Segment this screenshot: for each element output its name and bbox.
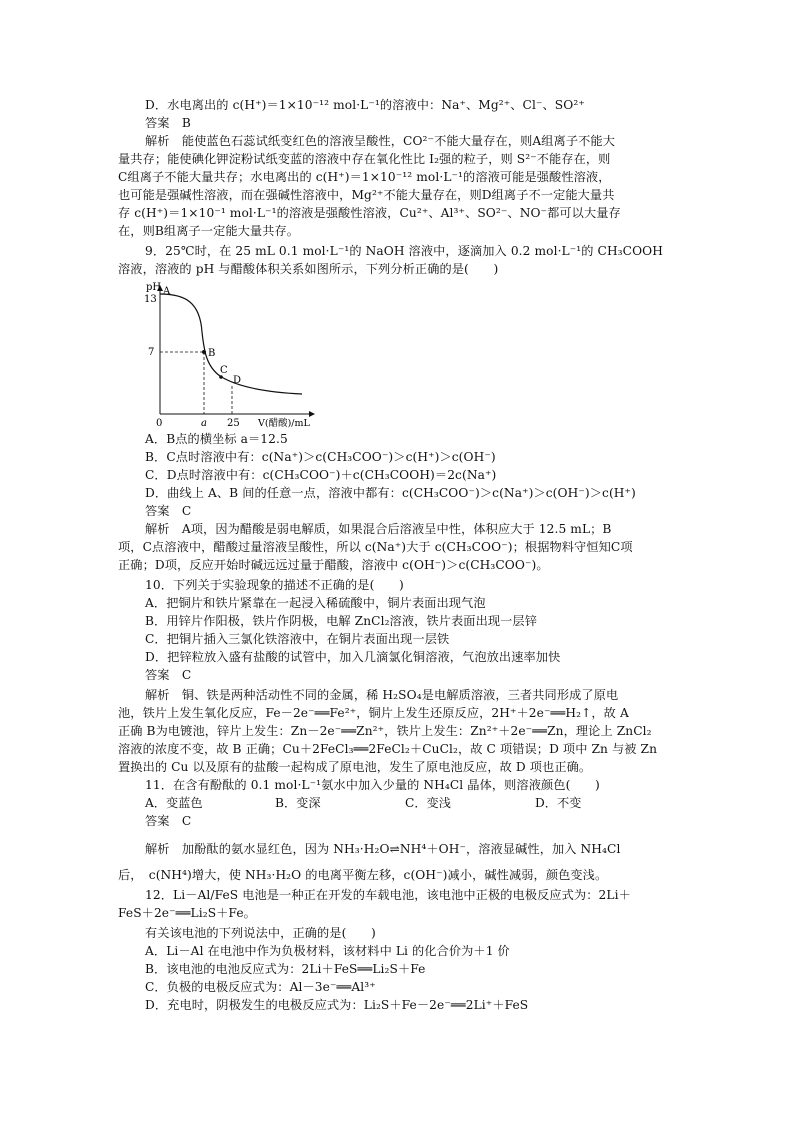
explanation-10-line: 解析 铜、铁是两种活动性不同的金属，稀 H₂SO₄是电解质溶液，三者共同形成了原电 xyxy=(145,688,619,702)
y-tick-13: 13 xyxy=(144,294,157,305)
q9-option-d: D．曲线上 A、B 间的任意一点，溶液中都有：c(CH₃COO⁻)＞c(Na⁺)＞c(OH⁻)＞c(H⁺) xyxy=(145,486,636,500)
q11-option-c: C．变浅 xyxy=(405,796,451,810)
point-b-marker xyxy=(202,350,206,354)
explanation-11-line: 后， c(NH⁴)增大，使 NH₃·H₂O 的电离平衡左移，c(OH⁻)减小，碱性减弱，颜色变浅。 xyxy=(118,868,608,882)
explanation-10-line: 溶液的浓度不变，故 B 正确；Cu＋2FeCl₃══2FeCl₂＋CuCl₂，故 C 项错误；D 项中 Zn 与被 Zn xyxy=(118,742,658,756)
q8-option-d: D．水电离出的 c(H⁺)＝1×10⁻¹² mol·L⁻¹的溶液中：Na⁺、Mg²⁺、Cl⁻、SO²⁺ xyxy=(145,98,585,112)
q12-option-b: B．该电池的电池反应式为：2Li＋FeS══Li₂S＋Fe xyxy=(145,962,426,976)
question-10-stem: 10．下列关于实验现象的描述不正确的是( ) xyxy=(145,578,404,592)
q10-option-c: C．把铜片插入三氯化铁溶液中，在铜片表面出现一层铁 xyxy=(145,632,450,646)
q11-option-d: D．不变 xyxy=(535,796,582,810)
point-label-a: A xyxy=(163,286,171,297)
x-tick-25: 25 xyxy=(227,418,240,429)
explanation-9-line: 解析 A项，因为醋酸是弱电解质，如果混合后溶液呈中性，体积应大于 12.5 mL；B xyxy=(145,522,612,536)
explanation-8-line: 也可能是强碱性溶液，而在强碱性溶液中，Mg²⁺不能大量存在，则D组离子不一定能大量共 xyxy=(118,188,615,202)
y-axis-label: pH xyxy=(146,282,162,293)
q9-option-c: C．D点时溶液中有：c(CH₃COO⁻)＋c(CH₃COOH)＝2c(Na⁺) xyxy=(145,468,497,482)
explanation-10-line: 正确 B为电镀池，锌片上发生：Zn－2e⁻══Zn²⁺，铁片上发生：Zn²⁺＋2e⁻══Zn，理论上 ZnCl₂ xyxy=(118,724,652,738)
q11-options xyxy=(145,794,665,812)
question-9-stem: 9．25℃时，在 25 mL 0.1 mol·L⁻¹的 NaOH 溶液中，逐滴加入 0.2 mol·L⁻¹的 CH₃COOH xyxy=(145,244,663,258)
explanation-8-line: C组离子不能大量共存；水电离出的 c(H⁺)＝1×10⁻¹² mol·L⁻¹的溶液可能是强酸性溶液， xyxy=(118,170,611,184)
question-12-prompt: 有关该电池的下列说法中，正确的是( ) xyxy=(145,926,376,940)
q10-option-b: B．用锌片作阳极，铁片作阴极，电解 ZnCl₂溶液，铁片表面出现一层锌 xyxy=(145,614,538,628)
titration-curve-svg xyxy=(140,282,320,430)
x-axis-label: V(醋酸)/mL xyxy=(258,418,310,429)
question-11-stem: 11．在含有酚酞的 0.1 mol·L⁻¹氨水中加入少量的 NH₄Cl 晶体，则溶液颜色( ) xyxy=(145,778,600,792)
q10-option-a: A．把铜片和铁片紧靠在一起浸入稀硫酸中，铜片表面出现气泡 xyxy=(145,596,486,610)
y-tick-7: 7 xyxy=(148,347,155,358)
answer-9: 答案 C xyxy=(145,504,192,518)
x-tick-a: a xyxy=(201,418,207,429)
answer-11: 答案 C xyxy=(145,814,192,828)
answer-10: 答案 C xyxy=(145,668,192,682)
q12-option-c: C．负极的电极反应式为：Al－3e⁻══Al³⁺ xyxy=(145,980,376,994)
q10-option-d: D．把锌粒放入盛有盐酸的试管中，加入几滴氯化铜溶液，气泡放出速率加快 xyxy=(145,650,561,664)
explanation-8-line: 在，则B组离子一定能大量共存。 xyxy=(118,224,300,238)
explanation-11-line: 解析 加酚酞的氨水显红色，因为 NH₃·H₂O⇌NH⁴＋OH⁻，溶液显碱性，加入 NH₄Cl xyxy=(145,842,621,856)
q12-option-d: D．充电时，阴极发生的电极反应式为：Li₂S＋Fe－2e⁻══2Li⁺＋FeS xyxy=(145,998,529,1012)
explanation-9-line: 正确；D项，反应开始时碱远远过量于醋酸，溶液中 c(OH⁻)＞c(CH₃COO⁻)。 xyxy=(118,558,549,572)
titration-curve xyxy=(160,294,302,394)
point-label-b: B xyxy=(208,348,216,359)
question-9-stem: 溶液，溶液的 pH 与醋酸体积关系如图所示，下列分析正确的是( ) xyxy=(118,262,499,276)
explanation-8-line: 解析 能使蓝色石蕊试纸变红色的溶液呈酸性，CO²⁻不能大量存在，则A组离子不能大 xyxy=(145,134,615,148)
point-label-d: D xyxy=(233,375,242,386)
explanation-10-line: 置换出的 Cu 以及原有的盐酸一起构成了原电池，发生了原电池反应，故 D 项也正确。 xyxy=(118,760,592,774)
explanation-8-line: 量共存；能使碘化钾淀粉试纸变蓝的溶液中存在氧化性比 I₂强的粒子，则 S²⁻不能存在，则 xyxy=(118,152,611,166)
q9-option-a: A．B点的横坐标 a＝12.5 xyxy=(145,432,288,446)
titration-curve-figure xyxy=(140,282,320,430)
question-12-stem: FeS＋2e⁻══Li₂S＋Fe。 xyxy=(118,906,256,920)
explanation-9-line: 项，C点溶液中，醋酸过量溶液呈酸性，所以 c(Na⁺)大于 c(CH₃COO⁻)；根据物料守恒知C项 xyxy=(118,540,633,554)
q11-option-b: B．变深 xyxy=(275,796,321,810)
x-tick-0: 0 xyxy=(156,418,163,429)
q12-option-a: A．Li－Al 在电池中作为负极材料，该材料中 Li 的化合价为＋1 价 xyxy=(145,944,510,958)
explanation-8-line: 存 c(H⁺)＝1×10⁻¹ mol·L⁻¹的溶液是强酸性溶液，Cu²⁺、Al³⁺、SO²⁻、NO⁻都可以大量存 xyxy=(118,206,621,220)
point-label-c: C xyxy=(220,365,228,376)
q9-option-b: B．C点时溶液中有：c(Na⁺)＞c(CH₃COO⁻)＞c(H⁺)＞c(OH⁻) xyxy=(145,450,496,464)
q11-option-a: A．变蓝色 xyxy=(145,796,203,810)
explanation-10-line: 池，铁片上发生氧化反应，Fe－2e⁻══Fe²⁺，铜片上发生还原反应，2H⁺＋2e⁻══H₂↑，故 A xyxy=(118,706,629,720)
question-12-stem: 12．Li－Al/FeS 电池是一种正在开发的车载电池，该电池中正极的电极反应式为：2Li＋ xyxy=(145,888,631,902)
answer-8: 答案 B xyxy=(145,116,191,130)
